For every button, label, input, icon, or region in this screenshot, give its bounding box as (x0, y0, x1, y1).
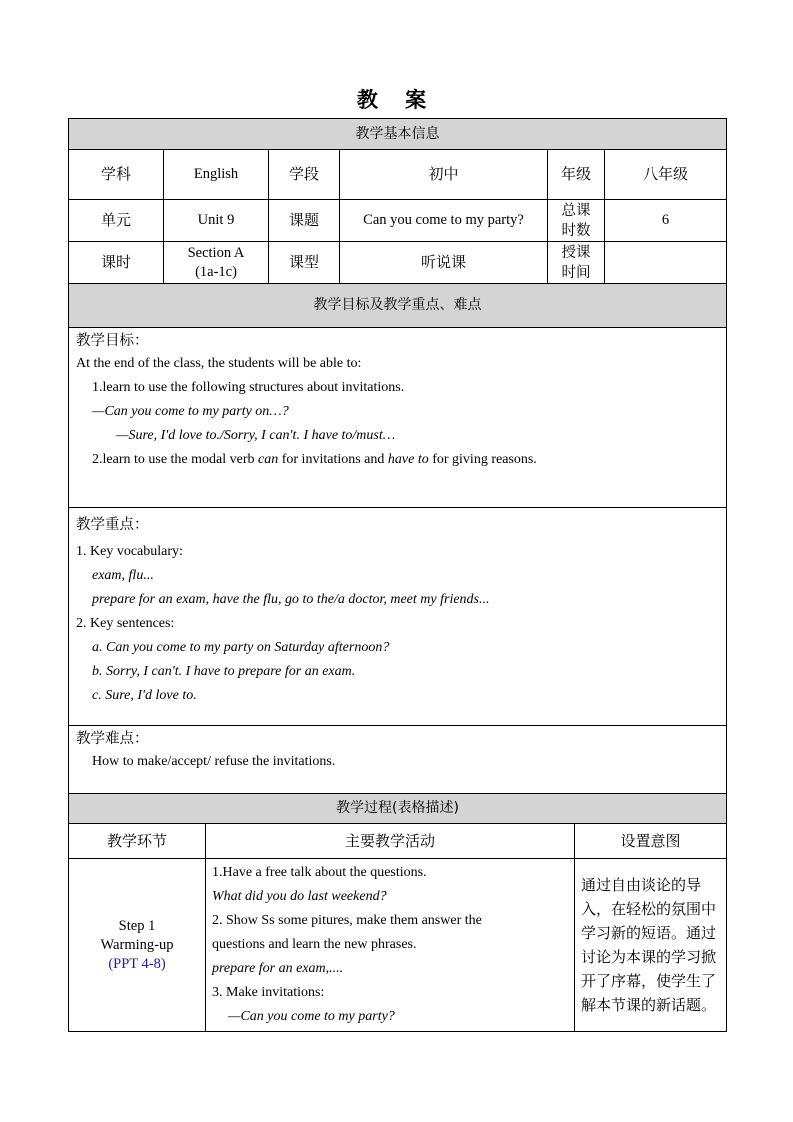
topic-value: Can you come to my party? (340, 200, 548, 242)
goals-intro: At the end of the class, the students will be able to: (76, 356, 362, 371)
unit-value: Unit 9 (164, 200, 269, 242)
key-sentence-c: c. Sure, I'd love to. (92, 688, 197, 703)
total-hours-label: 总课 时数 (548, 200, 605, 242)
lesson-plan-table (68, 118, 727, 1032)
key-vocab-words: exam, flu... (92, 568, 154, 583)
process-header: 教学过程(表格描述) (69, 794, 727, 824)
goals-question: —Can you come to my party on…? (92, 404, 289, 419)
total-hours-value: 6 (605, 200, 727, 242)
subject-label: 学科 (69, 150, 164, 200)
difficulties-cell (69, 726, 727, 794)
difficulties-heading: 教学难点： (76, 731, 149, 747)
ppt-reference: (PPT 4-8) (108, 955, 166, 972)
col-step-header: 教学环节 (69, 824, 206, 859)
goals-item-1: 1.learn to use the following structures about invitations. (92, 380, 405, 395)
col-purpose-header: 设置意图 (575, 824, 727, 859)
page-title: 教 案 (356, 88, 437, 112)
unit-label: 单元 (69, 200, 164, 242)
goals-heading: 教学目标： (76, 333, 149, 349)
key-sentence-a: a. Can you come to my party on Saturday afternoon? (92, 640, 390, 655)
key-sentence-b: b. Sorry, I can't. I have to prepare for an exam. (92, 664, 356, 679)
step1-purpose: 通过自由谈论的导入，在轻松的氛围中学习新的短语。通过讨论为本课的学习掀开了序幕，使学生了解本节课的新话题。 (575, 859, 727, 1032)
topic-label: 课题 (269, 200, 340, 242)
type-value: 听说课 (340, 242, 548, 284)
class-time-value (605, 242, 727, 284)
goals-item-2: 2.learn to use the modal verb can for invitations and have to for giving reasons. (92, 452, 537, 467)
objectives-header: 教学目标及教学重点、难点 (69, 284, 727, 328)
stage-value: 初中 (340, 150, 548, 200)
class-time-label: 授课 时间 (548, 242, 605, 284)
teaching-goals-cell (69, 328, 727, 508)
grade-label: 年级 (548, 150, 605, 200)
goals-answer: —Sure, I'd love to./Sorry, I can't. I have to/must… (116, 428, 396, 443)
grade-value: 八年级 (605, 150, 727, 200)
stage-label: 学段 (269, 150, 340, 200)
subject-value: English (164, 150, 269, 200)
key-points-heading: 教学重点： (76, 517, 149, 533)
difficulties-text: How to make/accept/ refuse the invitations. (92, 754, 336, 769)
step1-name: Step 1 Warming-up (PPT 4-8) (69, 859, 206, 1032)
col-activity-header: 主要教学活动 (206, 824, 575, 859)
period-label: 课时 (69, 242, 164, 284)
basic-info-header: 教学基本信息 (69, 119, 727, 150)
period-value: Section A (1a-1c) (164, 242, 269, 284)
type-label: 课型 (269, 242, 340, 284)
key-vocab-phrases: prepare for an exam, have the flu, go to the/a doctor, meet my friends... (92, 592, 490, 607)
key-vocab-label: 1. Key vocabulary: (76, 544, 183, 559)
key-points-cell (69, 508, 727, 726)
step1-activities: 1.Have a free talk about the questions. What did you do last weekend? 2. Show Ss some pitures, make them answer the questions and learn the new phrases. prepare for an exam,.... 3. Make invitations: —Can you come to my party? (206, 859, 575, 1032)
key-sentences-label: 2. Key sentences: (76, 616, 175, 631)
